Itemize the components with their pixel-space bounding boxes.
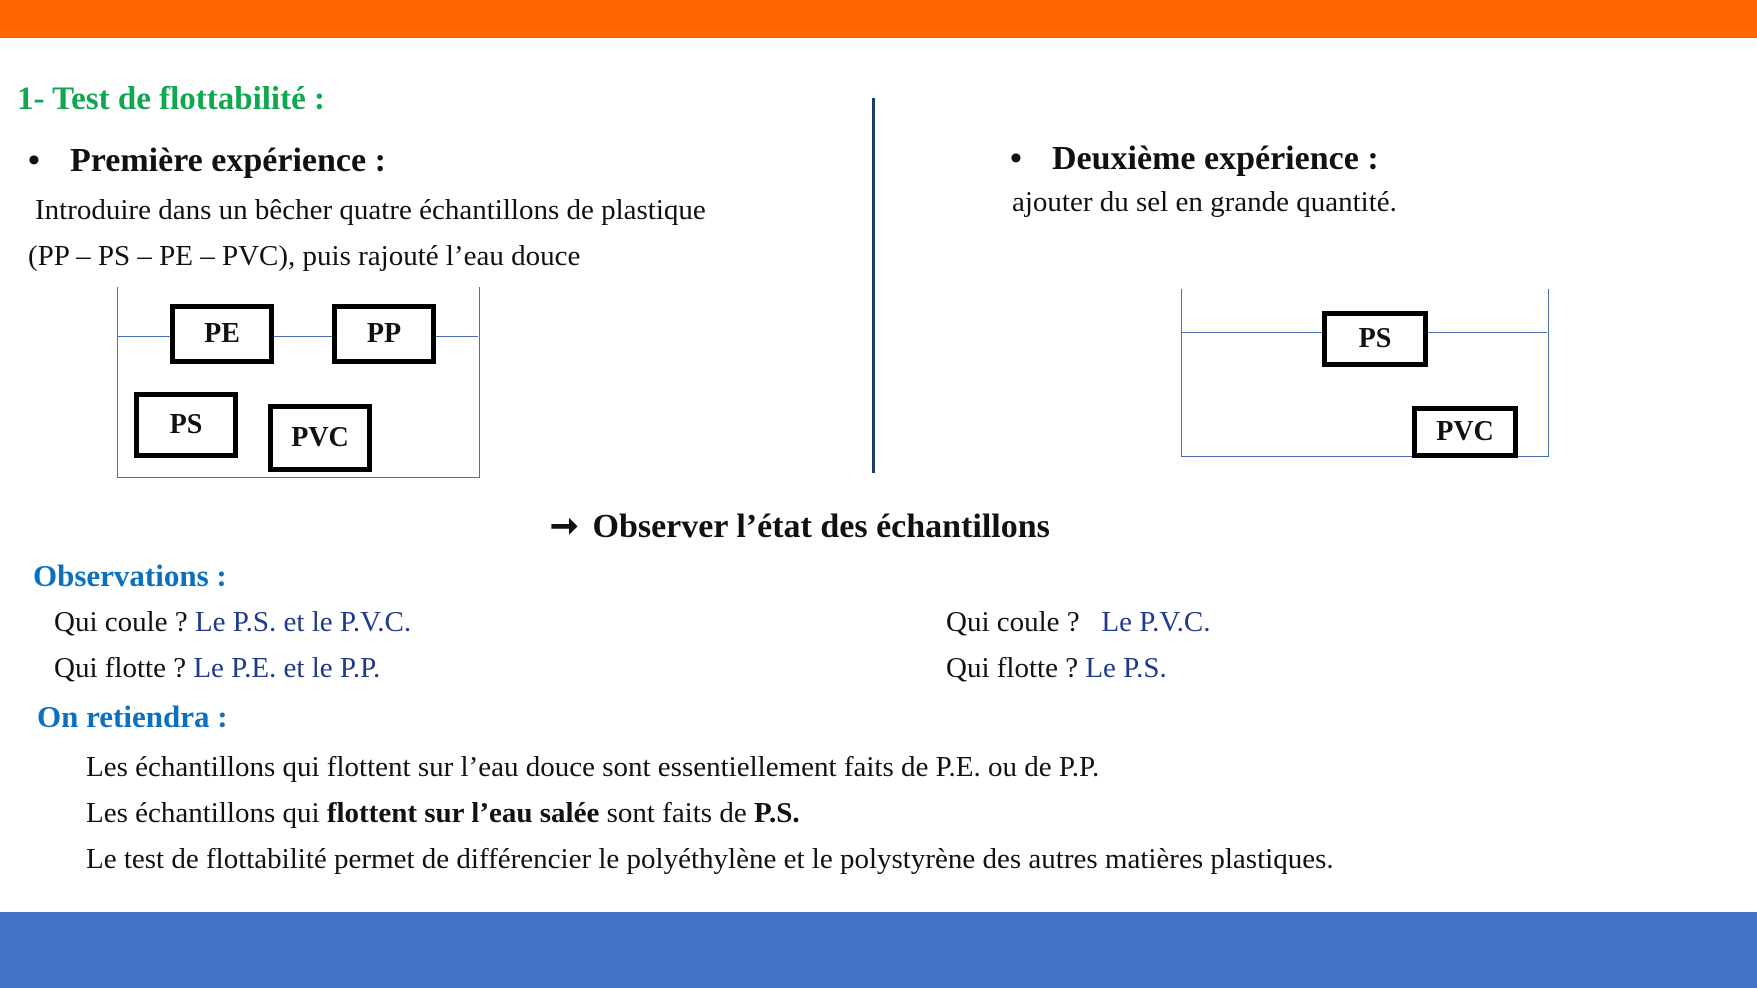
experiment-2-text-line1: ajouter du sel en grande quantité. xyxy=(1012,186,1397,218)
sample-pvc: PVC xyxy=(268,404,372,472)
observation-2-float xyxy=(946,652,1167,685)
experiment-2-title: Deuxième expérience : xyxy=(1052,140,1379,177)
sample-ps: PS xyxy=(1322,311,1428,367)
section-title: 1- Test de flottabilité : xyxy=(17,81,325,117)
sample-pe: PE xyxy=(170,304,274,364)
observation-1-float xyxy=(54,652,380,685)
conclusion-line-2-part-3: sont faits de xyxy=(606,797,747,829)
conclusion-line-2-material: P.S. xyxy=(753,797,800,829)
observation-2-sink xyxy=(946,606,1210,639)
sample-pvc: PVC xyxy=(1412,406,1518,458)
column-divider xyxy=(872,98,875,473)
float-answer: Le P.E. et le P.P. xyxy=(193,652,381,684)
observation-1-sink xyxy=(54,606,411,639)
experiment-1-text-line1: Introduire dans un bêcher quatre échantillons de plastique xyxy=(35,194,706,226)
conclusion-heading: On retiendra : xyxy=(37,699,228,734)
experiment-2-heading xyxy=(1010,140,1379,178)
float-question: Qui flotte ? xyxy=(54,652,187,684)
sample-pp: PP xyxy=(332,304,436,364)
sink-question: Qui coule ? xyxy=(946,606,1080,638)
bottom-accent-bar xyxy=(0,912,1757,988)
bullet: • xyxy=(28,142,40,179)
top-accent-bar xyxy=(0,0,1757,38)
instruction-text: Observer l’état des échantillons xyxy=(592,508,1050,545)
instruction-line xyxy=(550,506,1050,546)
experiment-1-text-line2: (PP – PS – PE – PVC), puis rajouté l’eau douce xyxy=(28,240,581,272)
bullet: • xyxy=(1010,140,1022,177)
sink-answer: Le P.V.C. xyxy=(1101,606,1211,638)
conclusion-line-3: Le test de flottabilité permet de différencier le polyéthylène et le polystyrène des autres matières plastiques. xyxy=(86,843,1334,875)
arrow-right-icon: ➞ xyxy=(550,508,579,545)
sink-answer: Le P.S. et le P.V.C. xyxy=(194,606,412,638)
observations-heading: Observations : xyxy=(33,558,227,593)
experiment-1-heading xyxy=(28,142,386,180)
conclusion-line-2-part-1: Les échantillons qui xyxy=(86,797,320,829)
conclusion-line-1: Les échantillons qui flottent sur l’eau douce sont essentiellement faits de P.E. ou de P.P. xyxy=(86,751,1100,783)
sink-question: Qui coule ? xyxy=(54,606,188,638)
float-answer: Le P.S. xyxy=(1085,652,1167,684)
float-question: Qui flotte ? xyxy=(946,652,1079,684)
conclusion-line-2 xyxy=(86,797,800,830)
conclusion-line-2-emphasis: flottent sur l’eau salée xyxy=(326,797,600,829)
sample-ps: PS xyxy=(134,392,238,458)
experiment-1-title: Première expérience : xyxy=(70,142,386,179)
